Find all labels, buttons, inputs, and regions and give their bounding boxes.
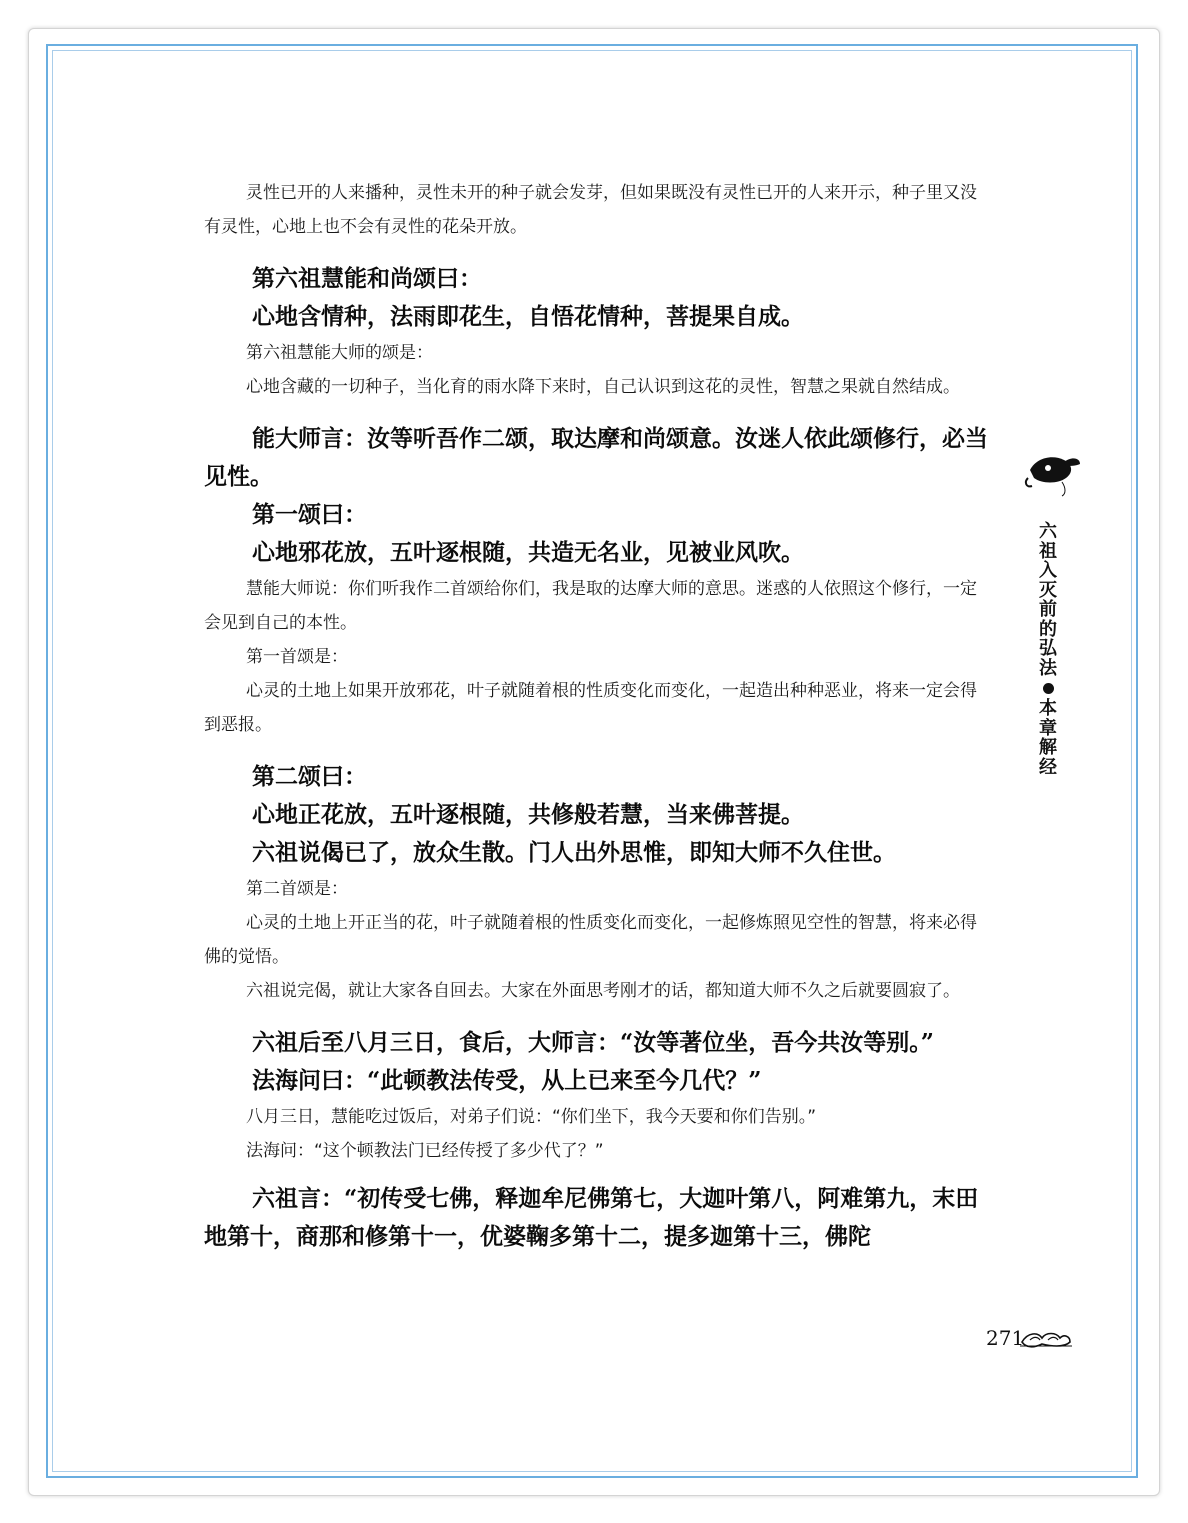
modern-paragraph: 心灵的土地上如果开放邪花，叶子就随着根的性质变化而变化，一起造出种种恶业，将来一定会得到恶报。 — [204, 681, 977, 735]
modern-paragraph: 灵性已开的人来播种，灵性未开的种子就会发芽，但如果既没有灵性已开的人来开示，种子里又没有灵性，心地上也不会有灵性的花朵开放。 — [204, 183, 977, 237]
modern-paragraph: 八月三日，慧能吃过饭后，对弟子们说：“你们坐下，我今天要和你们告别。” — [246, 1107, 817, 1127]
bullet-dot-icon — [1043, 683, 1054, 694]
lotus-ornament-icon — [1022, 448, 1082, 498]
modern-paragraph: 心地含藏的一切种子，当化育的雨水降下来时，自己认识到这花的灵性，智慧之果就自然结成。 — [246, 377, 960, 397]
chapter-side-title — [1036, 522, 1060, 777]
verse-line: 心地邪花放，五叶逐根随，共造无名业，见被业风吹。 — [252, 539, 804, 566]
modern-paragraph: 第二首颂是： — [246, 879, 348, 899]
original-paragraph: 六祖说偈已了，放众生散。门人出外思惟，即知大师不久住世。 — [252, 839, 896, 866]
modern-paragraph: 第一首颂是： — [246, 647, 348, 667]
verse-heading: 第二颂曰： — [252, 763, 367, 790]
modern-paragraph: 六祖说完偈，就让大家各自回去。大家在外面思考刚才的话，都知道大师不久之后就要圆寂了。 — [246, 981, 960, 1001]
modern-paragraph: 心灵的土地上开正当的花，叶子就随着根的性质变化而变化，一起修炼照见空性的智慧，将来必得佛的觉悟。 — [204, 913, 977, 967]
original-paragraph: 六祖言：“初传受七佛，释迦牟尼佛第七，大迦叶第八，阿难第九，末田地第十，商那和修第十一，优婆鞠多第十二，提多迦第十三，佛陀 — [204, 1185, 979, 1250]
modern-paragraph: 慧能大师说：你们听我作二首颂给你们，我是取的达摩大师的意思。迷惑的人依照这个修行，一定会见到自己的本性。 — [204, 579, 977, 633]
verse-line: 心地正花放，五叶逐根随，共修般若慧，当来佛菩提。 — [252, 801, 804, 828]
original-paragraph: 能大师言：汝等听吾作二颂，取达摩和尚颂意。汝迷人依此颂修行，必当见性。 — [204, 425, 988, 490]
original-paragraph: 六祖后至八月三日，食后，大师言：“汝等著位坐，吾今共汝等别。” — [252, 1029, 934, 1056]
verse-line: 心地含情种，法雨即花生，自悟花情种，菩提果自成。 — [252, 303, 804, 330]
side-title-chapter: 六祖入灭前的弘法 — [1039, 521, 1057, 679]
verse-heading: 第六祖慧能和尚颂曰： — [252, 265, 482, 292]
verse-heading: 第一颂曰： — [252, 501, 367, 528]
modern-paragraph: 法海问：“这个顿教法门已经传授了多少代了？” — [246, 1141, 604, 1161]
page-body — [204, 176, 990, 1256]
cloud-ornament-icon — [1020, 1328, 1072, 1350]
side-title-section: 本章解经 — [1039, 698, 1057, 778]
original-paragraph: 法海问曰：“此顿教法传受，从上已来至今几代？” — [252, 1067, 762, 1094]
page-number: 271 — [986, 1326, 1025, 1350]
modern-paragraph: 第六祖慧能大师的颂是： — [246, 343, 433, 363]
